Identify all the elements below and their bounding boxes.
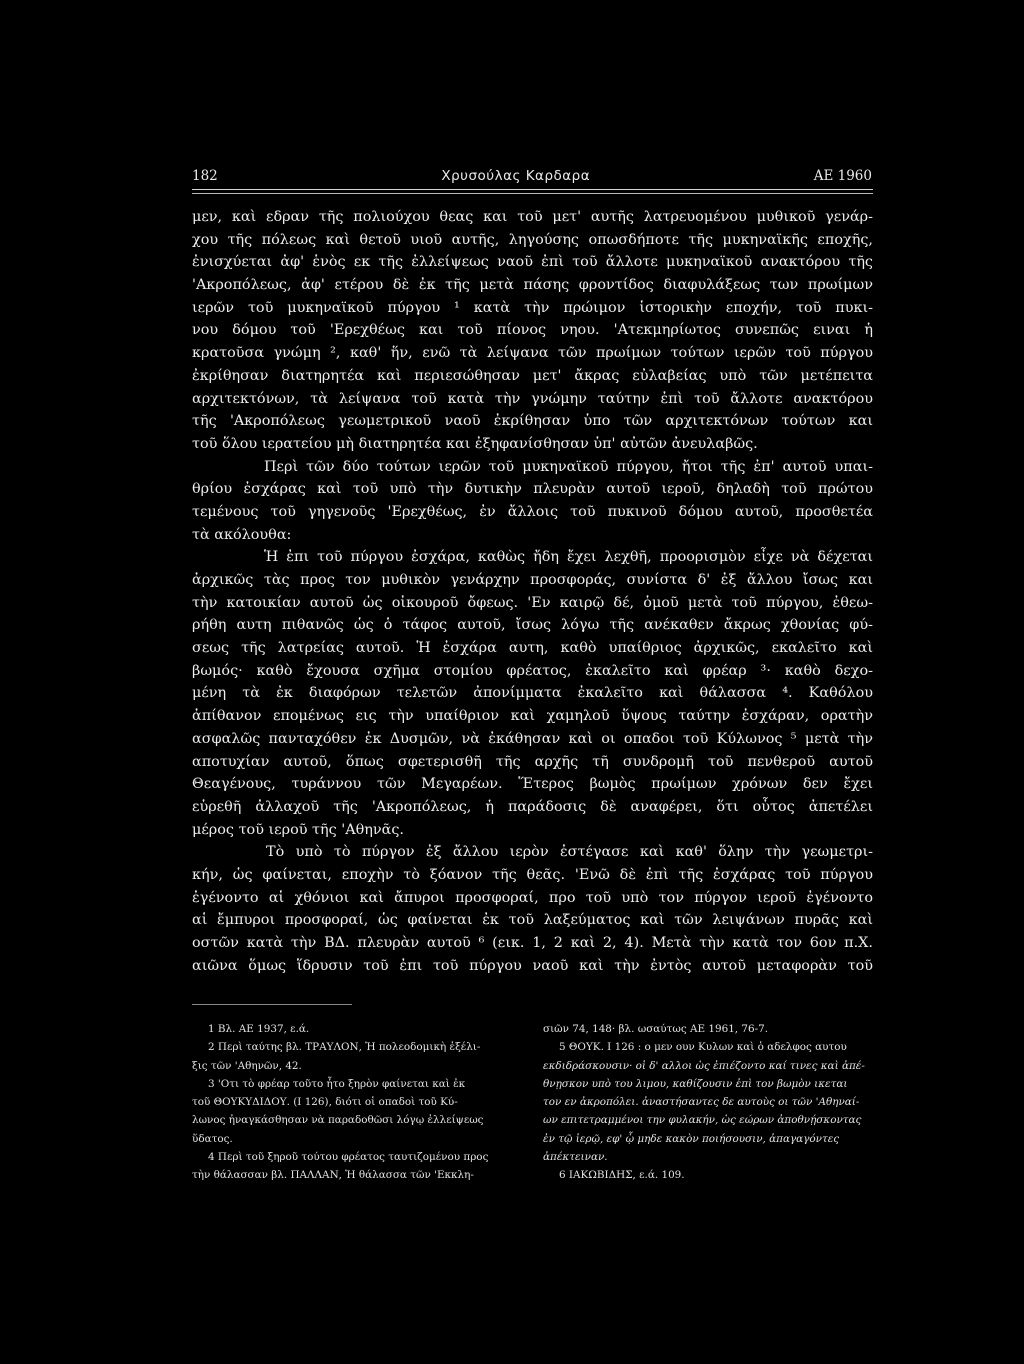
text-line: τὴν κατοικίαν αυτοῦ ὡς οἰκουροῦ ὄφεως. 'Εν καιρῷ δέ, ὁμοῦ μετὰ τοῦ πύργου, ἐθεω- bbox=[192, 594, 873, 611]
footnote-line: 3 'Οτι τὸ φρέαρ τοῦτο ἦτο ξηρὸν φαίνεται καὶ ἐκ bbox=[208, 1077, 466, 1090]
text-line: ἀπίθανον επομένως εις τὴν υπαίθριον καὶ χαμηλοῦ ὕψους ταύτην ἐσχάραν, ορατὴν bbox=[192, 708, 873, 725]
text-line: ἀρχικῶς τὰς προς τον μυθικὸν γενάρχην προσφοράς, συνίστα δ' ἐξ ἄλλου ἴσως και bbox=[192, 572, 873, 588]
text-line: τεμένους τοῦ γηγενοῦς 'Ερεχθέως, ἐν ἄλλοις τοῦ πυκινοῦ δόμου αυτοῦ, προσθετέα bbox=[192, 503, 873, 520]
footnote-line: ἀπέκτειναν. bbox=[543, 1151, 608, 1164]
footnote-line: τοῦ ΘΟΥΚΥΔΙΔΟΥ. (Ι 126), διότι οἱ οπαδοὶ τοῦ Κύ- bbox=[192, 1096, 458, 1109]
text-line: ἐγένοντο αἱ χθόνιοι καὶ ἄπυροι προσφοραί, προ τοῦ υπὸ τον πύργον ιεροῦ ἐγένοντο bbox=[192, 889, 873, 906]
footnote-line: 6 ΙΑΚΩΒΙΔΗΣ, ε.ά. 109. bbox=[559, 1169, 685, 1182]
footnote-line: λωνος ἠναγκάσθησαν νὰ παραδοθῶσι λόγῳ ἐλλείψεως bbox=[192, 1114, 484, 1127]
running-head-author: Χρυσούλας Καρδαρα bbox=[441, 168, 591, 184]
text-line: ρήθη αυτη πιθανῶς ὡς ὁ τάφος αυτοῦ, ἴσως λόγω τῆς ανέκαθεν ἄκρως χθονίας φύ- bbox=[192, 617, 873, 634]
text-line: μεν, καὶ εδραν τῆς πολιούχου θεας και τοῦ μετ' αυτῆς λατρευομένου μυθικοῦ γενάρ- bbox=[192, 209, 873, 225]
text-line: κρατοῦσα γνώμη ², καθ' ἥν, ενῶ τὰ λείψανα τῶν πρωίμων τούτων ιερῶν τοῦ πύργου bbox=[192, 345, 873, 362]
footnote-line: 2 Περὶ ταύτης βλ. ΤΡΑΥΛΟΝ, Ἡ πολεοδομικὴ ἐξέλι- bbox=[208, 1041, 481, 1054]
text-line: σεως τῆς λατρείας αυτοῦ. Ἡ ἐσχάρα αυτη, καθὸ υπαίθριος ἀρχικῶς, εκαλεῖτο καὶ bbox=[192, 640, 873, 657]
text-line: Θεαγένους, τυράννου τῶν Μεγαρέων. Ἕτερος βωμὸς πρωίμων χρόνων δεν ἔχει bbox=[192, 776, 873, 793]
text-line: 'Ακροπόλεως, ἀφ' ετέρου δὲ ἐκ τῆς μετὰ πάσης φροντίδος διαφυλάξεως των πρωίμων bbox=[192, 277, 873, 294]
text-line: Τὸ υπὸ τὸ πύργον ἐξ ἄλλου ιερὸν ἐστέγασε καὶ καθ' ὅλην τὴν γεωμετρι- bbox=[266, 844, 873, 861]
text-line: τῆς 'Ακροπόλεως γεωμετρικοῦ ναοῦ ἐκρίθησαν ὑπο τῶν αρχιτεκτόνων τούτων και bbox=[192, 413, 873, 430]
footnotes bbox=[192, 1020, 873, 1185]
main-text bbox=[192, 206, 873, 977]
text-line: τὰ ακόλουθα: bbox=[192, 526, 292, 543]
running-header bbox=[192, 168, 872, 190]
text-line: ασφαλῶς πανταχόθεν ἐκ Δυσμῶν, νὰ ἐκάθησαν καὶ οι οπαδοι τοῦ Κύλωνος ⁵ μετὰ τὴν bbox=[192, 730, 873, 747]
text-line: ἐνισχύεται ἀφ' ἑνὸς εκ τῆς ἐλλείψεως ναοῦ ἐπὶ τοῦ ἄλλοτε μυκηναϊκοῦ ανακτόρου τῆς bbox=[192, 254, 873, 271]
text-line: κήν, ὡς φαίνεται, εποχὴν τὸ ξόανον τῆς θεᾶς. 'Ενῶ δὲ ἐπὶ τῆς ἐσχάρας τοῦ πύργου bbox=[192, 866, 873, 883]
text-line: οστῶν κατὰ τὴν ΒΔ. πλευρὰν αυτοῦ ⁶ (εικ. 1, 2 καὶ 2, 4). Μετὰ τὴν κατὰ τον 6ον π.Χ. bbox=[192, 935, 873, 951]
footnote-rule bbox=[192, 1004, 352, 1005]
footnote-line: ων επιτετραμμένοι την φυλακήν, ὡς εώρων ἀποθνῄσκοντας bbox=[543, 1114, 862, 1127]
text-line: εὑρεθῆ ἀλλαχοῦ τῆς 'Ακροπόλεως, ἡ παράδοσις δὲ αναφέρει, ὅτι οὗτος ἀπετέλει bbox=[192, 798, 873, 815]
footnote-line: τὴν θάλασσαν βλ. ΠΑΛΛΑΝ, Ἡ θάλασσα τῶν 'Εκκλη- bbox=[192, 1169, 474, 1182]
footnotes-left-column bbox=[192, 1020, 527, 1185]
text-line: μέρος τοῦ ιεροῦ τῆς 'Αθηνᾶς. bbox=[192, 821, 405, 838]
text-line: βωμός· καθὸ ἔχουσα σχῆμα στομίου φρέατος, ἐκαλεῖτο καὶ φρέαρ ³· καθὸ δεχο- bbox=[192, 662, 873, 679]
footnote-line: εκδιδράσκουσιν· οἱ δ' αλλοι ὡς ἐπιέζοντο καί τινες καὶ ἀπέ- bbox=[543, 1059, 865, 1072]
text-line: νου δόμου τοῦ 'Ερεχθέως και τοῦ πίονος νηου. 'Ατεκμηρίωτος συνεπῶς ειναι ἡ bbox=[192, 322, 873, 339]
text-line: αρχιτεκτόνων, τὰ λείψανα τοῦ κατὰ τὴν γνώμην ταύτην ἐπὶ τοῦ ἄλλοτε ανακτόρου bbox=[192, 390, 873, 407]
text-line: θρίου ἐσχάρας καὶ τοῦ υπὸ τὴν δυτικὴν πλευρὰν αυτοῦ ιεροῦ, δηλαδὴ τοῦ πρώτου bbox=[192, 481, 873, 498]
footnote-line: 1 Βλ. ΑΕ 1937, ε.ά. bbox=[208, 1023, 310, 1035]
footnote-line: θνῃσκον υπὸ του λιμου, καθίζουσιν ἐπὶ τον βωμὸν ικεται bbox=[543, 1077, 848, 1090]
footnote-line: 5 ΘΟΥΚ. Ι 126 : ο μεν ουν Κυλων καὶ ὁ αδελφος αυτου bbox=[559, 1041, 847, 1054]
journal-reference: ΑΕ 1960 bbox=[813, 168, 872, 184]
footnote-line: τον εν ἀκροπόλει. ἀναστήσαντες δε αυτοὺς οι τῶν 'Αθηναί- bbox=[543, 1096, 860, 1109]
footnote-line: ἐν τῷ ἱερῷ, εφ' ᾧ μηδε κακὸν ποιήσουσιν, ἀπαγαγόντες bbox=[543, 1132, 840, 1145]
header-rule-bottom bbox=[192, 193, 873, 194]
text-line: τοῦ ὅλου ιερατείου μὴ διατηρητέα και ἐξηφανίσθησαν ὑπ' αὐτῶν ἀνευλαβῶς. bbox=[192, 435, 758, 452]
text-line: χου τῆς πόλεως καὶ θετοῦ υιοῦ αυτῆς, ληγούσης οπωσδήποτε τῆς μυκηναϊκῆς εποχῆς, bbox=[192, 231, 873, 248]
text-line: ιερῶν τοῦ μυκηναϊκοῦ πύργου ¹ κατὰ τὴν πρώιμον ἱστορικὴν εποχήν, τοῦ πυκι- bbox=[192, 299, 873, 316]
text-line: ἐκρίθησαν διατηρητέα καὶ περιεσώθησαν μετ' ἄκρας εὐλαβείας υπὸ τῶν μετέπειτα bbox=[192, 367, 873, 384]
footnote-line: σιῶν 74, 148· βλ. ωσαύτως ΑΕ 1961, 76-7. bbox=[543, 1023, 769, 1035]
footnote-line: 4 Περὶ τοῦ ξηροῦ τούτου φρέατος ταυτιζομένου προς bbox=[208, 1151, 489, 1164]
footnote-line: ξις τῶν 'Αθηνῶν, 42. bbox=[192, 1059, 302, 1072]
page-number: 182 bbox=[192, 168, 218, 184]
text-line: αποτυχίαν αυτοῦ, ὅπως σφετερισθῆ τῆς αρχῆς τῆ συνδρομῆ τοῦ πενθεροῦ αυτοῦ bbox=[192, 753, 873, 770]
text-line: Περὶ τῶν δύο τούτων ιερῶν τοῦ μυκηναϊκοῦ πύργου, ἤτοι τῆς ἐπ' αυτοῦ υπαι- bbox=[264, 458, 873, 475]
text-line: αἱ ἔμπυροι προσφοραί, ὡς φαίνεται ἐκ τοῦ λαξεύματος καὶ τῶν λειψάνων πυρᾶς καὶ bbox=[192, 912, 873, 929]
text-line: Ἡ ἐπι τοῦ πύργου ἐσχάρα, καθὼς ἤδη ἔχει λεχθῆ, προορισμὸν εἶχε νὰ δέχεται bbox=[264, 549, 873, 566]
footnote-line: ὕδατος. bbox=[192, 1132, 233, 1145]
text-line: μένη τὰ ἐκ διαφόρων τελετῶν ἀπονίμματα ἐκαλεῖτο καὶ θάλασσα ⁴. Καθόλου bbox=[192, 685, 873, 702]
text-line: αιῶνα ὅμως ἵδρυσιν τοῦ ἐπι τοῦ πύργου ναοῦ καὶ τὴν ἐντὸς αυτοῦ μεταφορὰν τοῦ bbox=[192, 957, 873, 974]
header-rule-top bbox=[192, 189, 873, 190]
footnotes-right-column bbox=[543, 1020, 873, 1185]
